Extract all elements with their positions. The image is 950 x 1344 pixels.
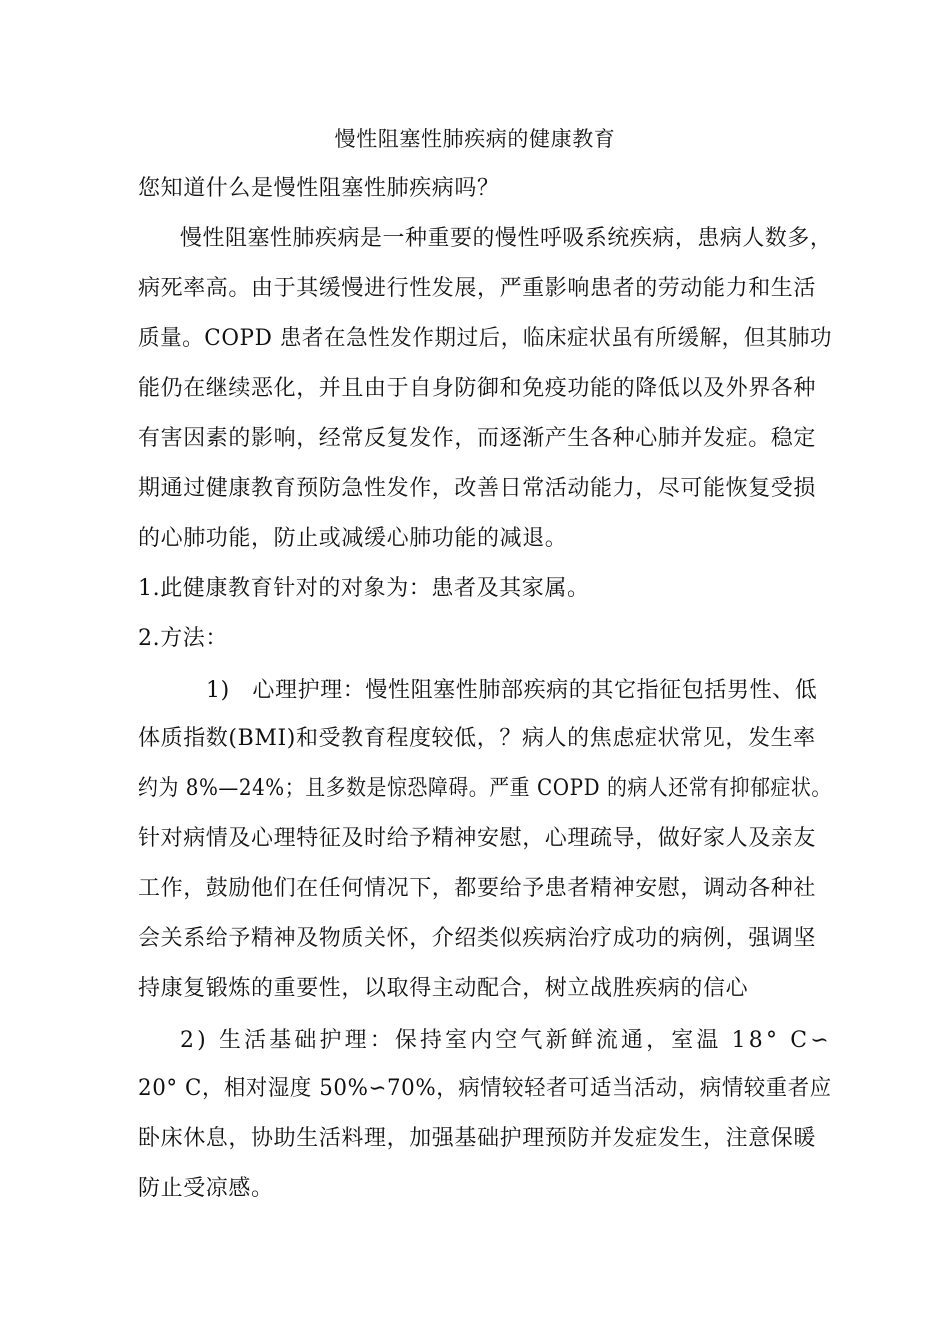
- intro-line: 有害因素的影响，经常反复发作，而逐渐产生各种心肺并发症。稳定: [138, 426, 817, 451]
- question-heading: 您知道什么是慢性阻塞性肺疾病吗？: [138, 176, 500, 201]
- list-item-methods: 2.方法：: [138, 626, 228, 651]
- intro-line: 能仍在继续恶化，并且由于自身防御和免疫功能的降低以及外界各种: [138, 376, 817, 401]
- method1-line: 体质指数(BMI)和受教育程度较低，？病人的焦虑症状常见，发生率: [138, 726, 816, 751]
- intro-line: 慢性阻塞性肺疾病是一种重要的慢性呼吸系统疾病，患病人数多，: [180, 226, 833, 251]
- intro-line: 质量。COPD 患者在急性发作期过后，临床症状虽有所缓解，但其肺功: [138, 326, 833, 351]
- method2-line: 防止受凉感。: [138, 1176, 274, 1201]
- method1-line: 持康复锻炼的重要性，以取得主动配合，树立战胜疾病的信心: [138, 976, 749, 1001]
- method1-line: 1) 心理护理：慢性阻塞性肺部疾病的其它指征包括男性、低: [206, 678, 818, 703]
- method1-line: 针对病情及心理特征及时给予精神安慰，心理疏导，做好家人及亲友: [138, 826, 817, 851]
- intro-line: 病死率高。由于其缓慢进行性发展，严重影响患者的劳动能力和生活: [138, 276, 817, 301]
- method2-line: 卧床休息，协助生活料理，加强基础护理预防并发症发生，注意保暖: [138, 1126, 817, 1151]
- method2-line: 2) 生活基础护理：保持室内空气新鲜流通，室温 18° C∽: [180, 1028, 832, 1053]
- intro-line: 的心肺功能，防止或减缓心肺功能的减退。: [138, 526, 568, 551]
- list-item-target-audience: 1.此健康教育针对的对象为：患者及其家属。: [138, 576, 590, 601]
- method1-line: 会关系给予精神及物质关怀，介绍类似疾病治疗成功的病例，强调坚: [138, 926, 817, 951]
- document-title: 慢性阻塞性肺疾病的健康教育: [334, 127, 616, 151]
- method1-line: 工作，鼓励他们在任何情况下，都要给予患者精神安慰，调动各种社: [138, 876, 817, 901]
- method1-line: 约为 8%—24%；且多数是惊恐障碍。严重 COPD 的病人还常有抑郁症状。: [138, 776, 832, 801]
- method2-line: 20° C，相对湿度 50%∽70%，病情较轻者可适当活动，病情较重者应: [138, 1076, 832, 1101]
- intro-line: 期通过健康教育预防急性发作，改善日常活动能力，尽可能恢复受损: [138, 476, 817, 501]
